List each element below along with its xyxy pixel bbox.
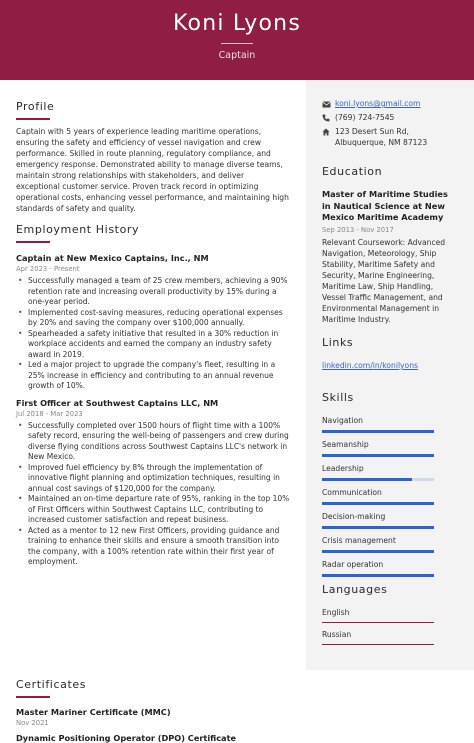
education-date: Sep 2013 - Nov 2017 — [322, 225, 394, 234]
skill-label: Leadership — [322, 464, 364, 473]
skill-item — [322, 560, 458, 577]
certificates-section — [16, 678, 290, 743]
employment-section — [16, 223, 290, 568]
skill-level-fill — [322, 526, 434, 529]
job-bullet: • Successfully managed a team of 25 crew members, achieving a 90% retention rate and increasing overall productivity by 15% during a one-year period. — [16, 276, 290, 308]
header-divider — [221, 43, 253, 44]
certificate-entry — [16, 707, 290, 727]
language-label: English — [322, 608, 350, 617]
education-section — [322, 165, 458, 325]
job-title: First Officer at Southwest Captains LLC, NM — [16, 397, 219, 408]
contact-address-row — [322, 126, 458, 148]
contact-phone: (769) 724-7545 — [335, 113, 395, 122]
home-icon — [322, 126, 335, 139]
candidate-role: Captain — [218, 50, 256, 61]
education-heading: Education — [322, 165, 383, 178]
skill-item — [322, 536, 458, 553]
phone-icon — [322, 112, 335, 125]
links-section — [322, 336, 458, 370]
languages-list — [322, 608, 458, 645]
languages-section — [322, 583, 458, 652]
job-title: Captain at New Mexico Captains, Inc., NM — [16, 253, 209, 263]
job-bullet: • Led a major project to upgrade the company's fleet, resulting in a 25% increase in efficiency and contributing to an annual revenue growth of 10%. — [16, 360, 290, 392]
skill-level-fill — [322, 574, 434, 577]
profile-text: Captain with 5 years of experience leading maritime operations, ensuring the safety and efficiency of vessel navigation and crew performance. Skilled in route planning, regulatory compliance, and emergency response. Demonstrated ability to manage diverse teams, maintain strong relationships with stakeholders, and deliver exceptional customer service. Proven track record in optimizing operational costs, enhancing vessel performance, and maintaining high standards of safety and quality. — [16, 127, 289, 213]
certificate-title: Master Mariner Certificate (MMC) — [16, 707, 171, 717]
skills-list — [322, 416, 458, 577]
skill-level-fill — [322, 550, 434, 553]
skill-label: Seamanship — [322, 440, 369, 449]
language-line — [322, 644, 434, 645]
certificates-heading: Certificates — [16, 678, 290, 698]
job-date: Jul 2018 - Mar 2023 — [16, 409, 83, 418]
candidate-name: Koni Lyons — [173, 11, 301, 36]
skill-level-bar — [322, 502, 434, 505]
language-label: Russian — [322, 630, 352, 639]
job-bullet: • Spearheaded a safety initiative that resulted in a 30% reduction in workplace accidents and earned the company an industry safety award in 2019. — [16, 329, 290, 361]
links-heading: Links — [322, 336, 354, 349]
contact-address: 123 Desert Sun Rd, Albuquerque, NM 87123 — [335, 127, 428, 147]
profile-heading: Profile — [16, 100, 290, 120]
languages-heading: Languages — [322, 583, 388, 596]
contact-section — [322, 98, 458, 148]
skill-label: Radar operation — [322, 560, 384, 569]
mail-icon — [322, 98, 335, 111]
resume-header — [0, 0, 474, 80]
skill-level-bar — [322, 550, 434, 553]
contact-email-row — [322, 98, 458, 111]
contact-phone-row — [322, 112, 458, 125]
skill-item — [322, 512, 458, 529]
job-bullets — [16, 276, 290, 392]
skill-label: Navigation — [322, 416, 363, 425]
skill-level-fill — [322, 454, 434, 457]
job-bullet: • Successfully completed over 1500 hours of flight time with a 100% safety record, ensuring the well-being of passengers and crew during diverse flying conditions across Southwest Captains LLC's network in New Mexico. — [16, 421, 290, 463]
skill-level-fill — [322, 478, 412, 481]
job-bullet: • Maintained an on-time departure rate of 95%, ranking in the top 10% of First Officers within Southwest Captains LLC, contributing to increased customer satisfaction and repeat business. — [16, 494, 290, 526]
job-entry — [16, 253, 290, 392]
skill-label: Crisis management — [322, 536, 396, 545]
certificate-date: Nov 2021 — [16, 719, 49, 727]
skill-item — [322, 488, 458, 505]
skills-heading: Skills — [322, 391, 354, 404]
skill-item — [322, 416, 458, 433]
job-date: Apr 2023 - Present — [16, 265, 80, 273]
skill-level-fill — [322, 430, 434, 433]
language-item — [322, 630, 458, 645]
skill-level-bar — [322, 478, 434, 481]
job-bullets — [16, 421, 290, 568]
language-item — [322, 608, 458, 623]
skill-level-bar — [322, 430, 434, 433]
education-degree: Master of Maritime Studies in Nautical Science at New Mexico Maritime Academy — [322, 189, 448, 222]
skill-level-bar — [322, 454, 434, 457]
profile-section — [16, 100, 290, 214]
skill-level-bar — [322, 526, 434, 529]
skill-label: Decision-making — [322, 512, 386, 521]
skills-section — [322, 391, 458, 584]
certificate-entry — [16, 733, 290, 743]
skill-item — [322, 440, 458, 457]
contact-email-link[interactable]: koni.lyons@gmail.com — [335, 99, 421, 108]
skill-level-bar — [322, 574, 434, 577]
linkedin-link[interactable]: linkedin.com/in/konilyons — [322, 361, 418, 370]
job-bullet: • Acted as a mentor to 12 new First Officers, providing guidance and training to enhance their skills and ensure a smooth transition into the company, with a 100% retention rate within their first year of employment. — [16, 526, 290, 568]
skill-item — [322, 464, 458, 481]
education-coursework: Relevant Coursework: Advanced Navigation, Meteorology, Ship Stability, Maritime Safety and Security, Marine Engineering, Maritime Law, Ship Handling, Vessel Traffic Management, and Environmental Management in Maritime Industry. — [322, 237, 446, 324]
skill-level-fill — [322, 502, 434, 505]
certificate-title: Dynamic Positioning Operator (DPO) Certificate — [16, 733, 237, 743]
main-column — [0, 80, 306, 743]
job-bullet: • Implemented cost-saving measures, reducing operational expenses by 20% and saving the company over $100,000 annually. — [16, 308, 290, 329]
skill-label: Communication — [322, 488, 382, 497]
employment-heading: Employment History — [16, 223, 290, 243]
job-bullet: • Improved fuel efficiency by 8% through the implementation of innovative flight planning and optimization techniques, resulting in annual cost savings of $120,000 for the company. — [16, 463, 290, 495]
language-line — [322, 622, 434, 623]
job-entry — [16, 398, 290, 568]
sidebar-column — [306, 80, 474, 670]
